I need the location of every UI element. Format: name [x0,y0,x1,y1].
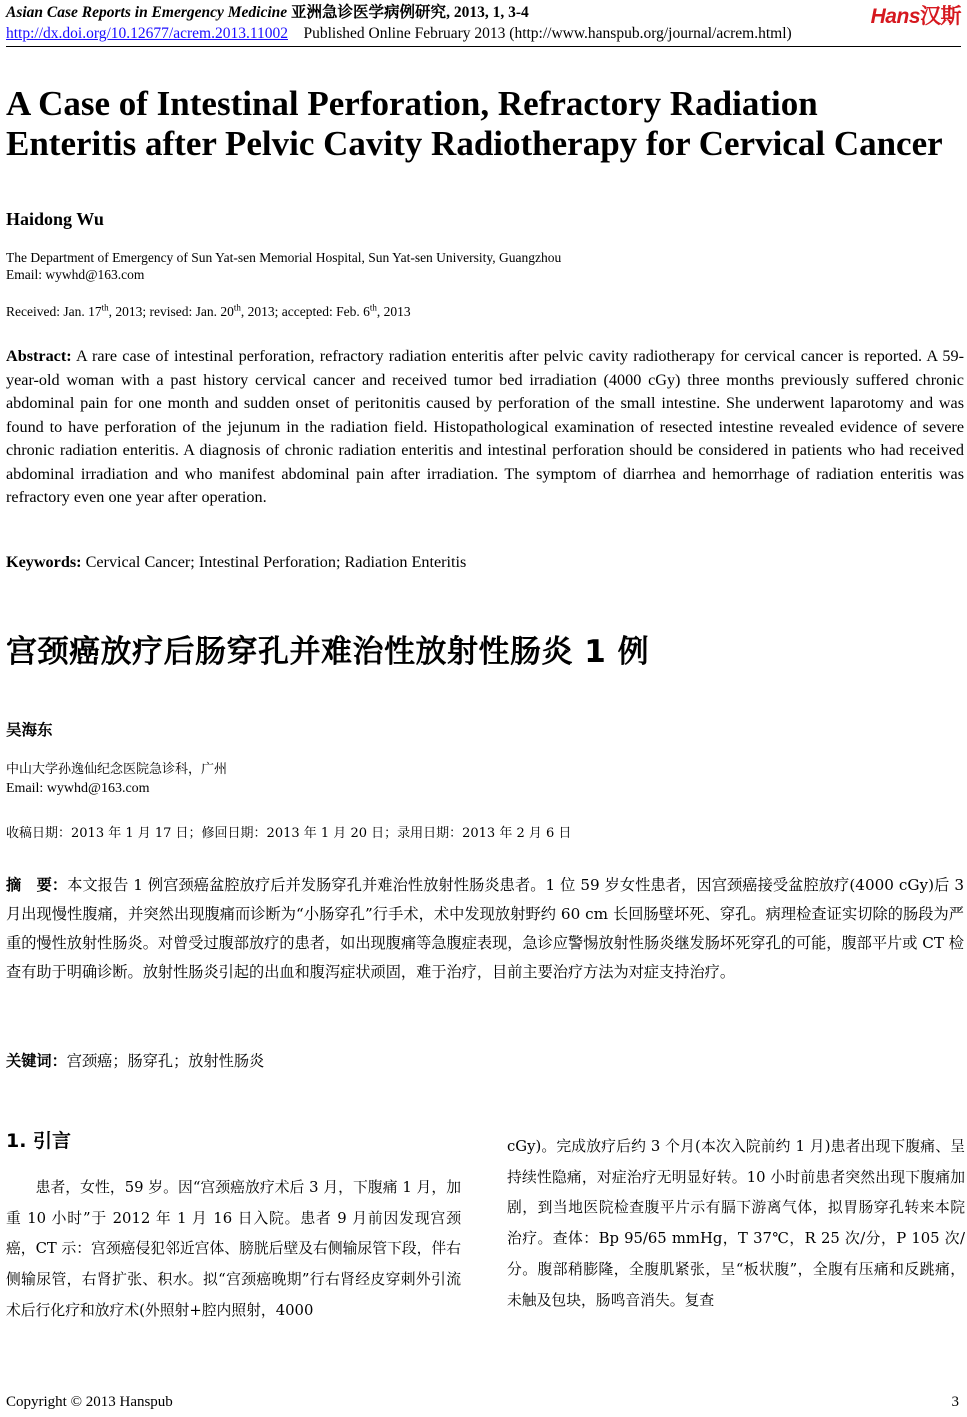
abstract-label: Abstract: [6,347,72,365]
accepted-sup: th [369,302,377,313]
keywords-label: Keywords: [6,553,82,571]
journal-name-cn: 亚洲急诊医学病例研究 [291,4,447,21]
author-cn: 吴海东 [6,720,53,739]
email-cn: Email: wywhd@163.com [6,781,150,796]
received-date: Received: Jan. 17 [6,304,102,319]
header-rule [6,46,961,47]
abstract-cn [6,871,964,987]
dates-cn: 收稿日期：2013 年 1 月 17 日；修回日期：2013 年 1 月 20 日；录用日期：2013 年 2 月 6 日 [6,826,572,841]
title-line-2: Enteritis after Pelvic Cavity Radiotherapy for Cervical Cancer [6,124,943,163]
hans-logo [871,0,961,30]
journal-line [6,3,529,22]
keywords-text: Cervical Cancer; Intestinal Perforation; Radiation Enteritis [81,553,467,571]
logo-latin: Hans [870,5,920,28]
author-en: Haidong Wu [6,209,104,229]
logo-cn: 汉斯 [920,5,961,28]
keywords-cn-label: 关键词： [6,1052,67,1070]
revised-date: , 2013; revised: Jan. 20 [108,304,234,319]
accepted-date: , 2013; accepted: Feb. 6 [240,304,370,319]
journal-issue: , 2013, 1, 3-4 [446,4,529,21]
abstract-en [6,345,964,510]
abstract-text: A rare case of intestinal perforation, refractory radiation enteritis after pelvic cavity radiotherapy for cervical cancer is reported. A 59-year-old woman with a past history cervical cancer and received tumor bed irradiation (4000 cGy) three months previously suffered chronic abdominal pain for one month and sudden onset of peritonitis caused by perforation of the small intestine. She underwent laparotomy and was found to have perforation of the jejunum in the radiation field. Histopathological examination of resected intestine revealed evidence of severe chronic radiation enteritis. A diagnosis of chronic radiation enteritis and intestinal perforation should be considered in patients who had received abdominal irradiation and who manifest abdominal pain after irradiation. The symptom of diarrhea and hemorrhage of radiation enteritis was refractory even one year after operation. [6,347,964,506]
dates-en [6,304,411,320]
section-heading: 1. 引言 [6,1130,72,1152]
received-sup: th [101,302,109,313]
keywords-cn [6,1050,264,1071]
abstract-cn-text: 本文报告 1 例宫颈癌盆腔放疗后并发肠穿孔并难治性放射性肠炎患者。1 位 59 岁女性患者，因宫颈癌接受盆腔放疗(4000 cGy)后 3 月出现慢性腹痛，并突然出现腹痛而诊断为“小肠穿孔”行手术，术中发现放射野约 60 cm 长回肠壁坏死、穿孔。病理检查证实切除的肠段为严重的慢性放射性肠炎。对曾受过腹部放疗的患者，如出现腹痛等急腹症表现，急诊应警惕放射性肠炎继发肠坏死穿孔的可能，腹部平片或 CT 检查有助于明确诊断。放射性肠炎引起的出血和腹泻症状顽固，难于治疗，目前主要治疗方法为对症支持治疗。 [6,876,965,981]
doi-link[interactable]: http://dx.doi.org/10.12677/acrem.2013.11002 [6,25,288,42]
body-column-left: 患者，女性，59 岁。因“宫颈癌放疗术后 3 月，下腹痛 1 月，加重 10 小时”于 2012 年 1 月 16 日入院。患者 9 月前因发现宫颈癌，CT 示：宫颈癌侵犯邻近宫体、膀胱后壁及右侧输尿管下段，伴右侧输尿管，右肾扩张、积水。拟“宫颈癌晚期”行右肾经皮穿刺外引流术后行化疗和放疗术(外照射+腔内照射，4000 [6,1179,462,1319]
affiliation-en [6,249,561,283]
paper-title-cn: 宫颈癌放疗后肠穿孔并难治性放射性肠炎 1 例 [6,634,650,670]
paper-title-en [6,84,966,164]
affiliation-text: The Department of Emergency of Sun Yat-sen Memorial Hospital, Sun Yat-sen University, Guangzhou [6,250,562,265]
doi-line [6,24,792,43]
dates-tail: , 2013 [376,304,411,319]
published-online: Published Online February 2013 (http://www.hanspub.org/journal/acrem.html) [303,25,792,42]
journal-name-en: Asian Case Reports in Emergency Medicine [6,4,288,21]
revised-sup: th [233,302,241,313]
affiliation-cn [6,760,227,798]
affiliation-cn-text: 中山大学孙逸仙纪念医院急诊科，广州 [6,762,228,777]
keywords-cn-text: 宫颈癌；肠穿孔；放射性肠炎 [66,1052,265,1070]
page-number: 3 [951,1394,959,1410]
email-en: Email: wywhd@163.com [6,267,145,282]
title-line-1: A Case of Intestinal Perforation, Refractory Radiation [6,84,818,123]
abstract-cn-label: 摘 要： [6,876,68,894]
body-column-right: cGy)。完成放疗后约 3 个月(本次入院前约 1 月)患者出现下腹痛、呈持续性隐痛，对症治疗无明显好转。10 小时前患者突然出现下腹痛加剧，到当地医院检查腹平片示有膈下游离气体，拟胃肠穿孔转来本院治疗。查体：Bp 95/65 mmHg，T 37℃，R 25 次/分，P 105 次/分。腹部稍膨隆，全腹肌紧张，呈“板状腹”，全腹有压痛和反跳痛，未触及包块，肠鸣音消失。复查 [507,1138,965,1309]
keywords-en [6,553,466,572]
footer-copyright: Copyright © 2013 Hanspub [6,1394,173,1410]
